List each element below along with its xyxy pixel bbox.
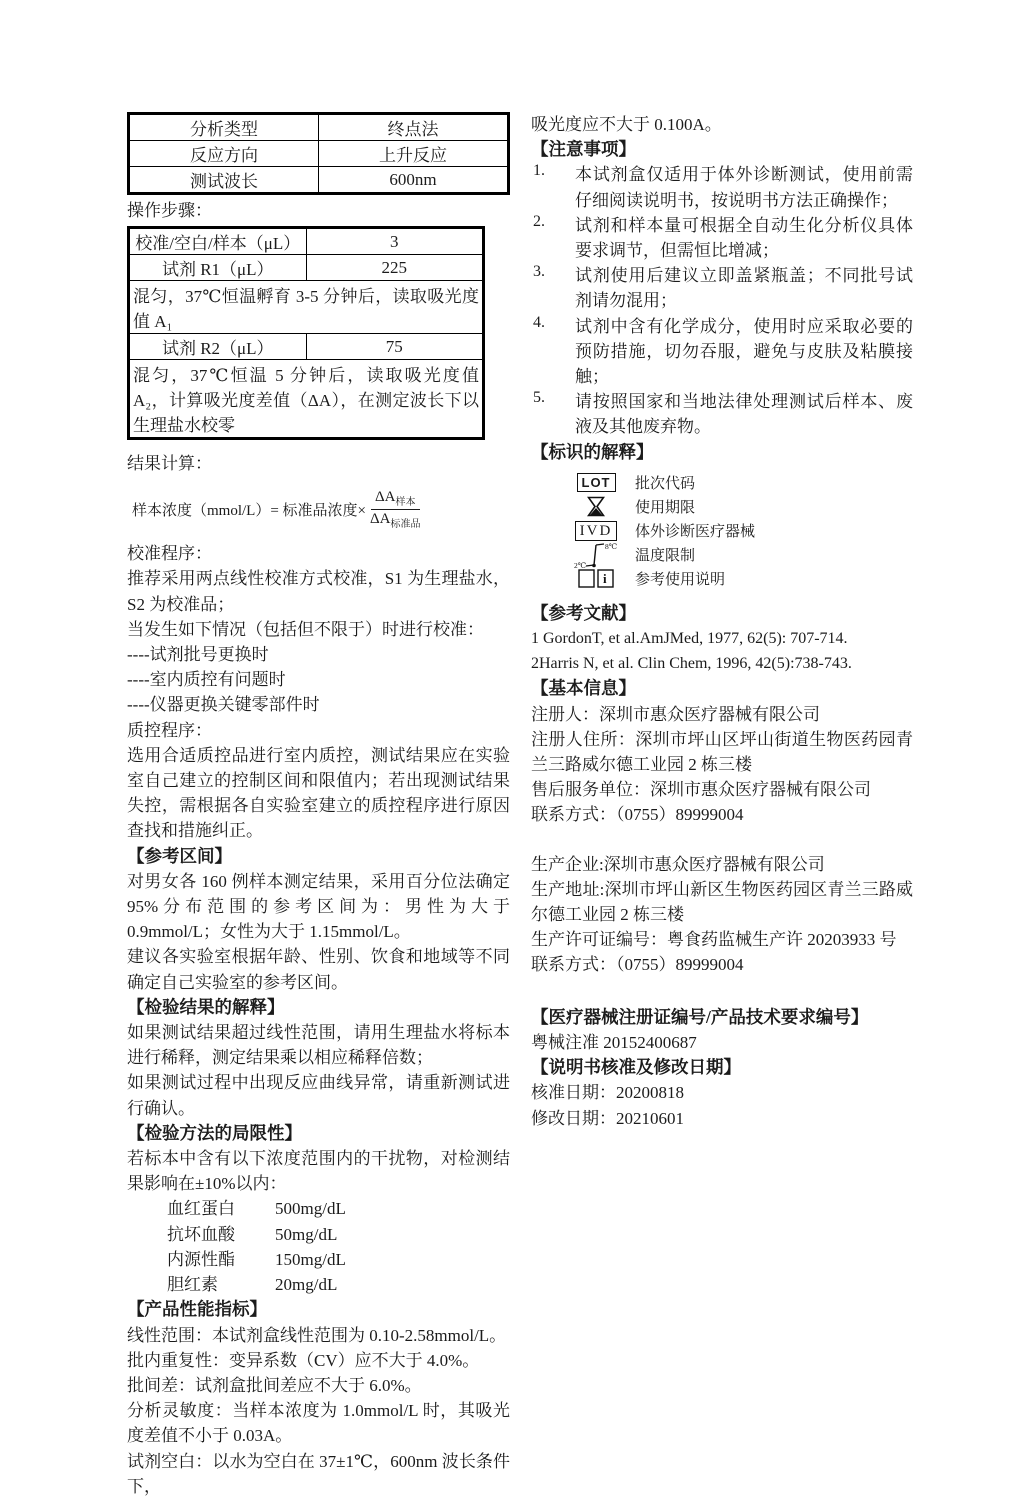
paragraph: 当发生如下情况（包括但不限于）时进行校准： — [127, 619, 484, 639]
revision-date: 修改日期：20210601 — [531, 1108, 684, 1128]
table-row — [129, 334, 484, 360]
list-text: 试剂中含有化学成分，使用时应采取必要的预防措施，切勿吞服，避免与皮肤及粘膜接触； — [575, 316, 913, 387]
section-heading-symbols: 【标识的解释】 — [531, 441, 654, 462]
paragraph: 选用合适质控品进行室内质控，测试结果应在实验室自己建立的控制区间和限值内；若出现测试结果失控，需根据各自实验室建立的质控程序进行原因查找和措施纠正。 — [127, 745, 510, 841]
right-column — [531, 112, 913, 1131]
table-row — [129, 141, 509, 167]
qc-title: 质控程序： — [127, 720, 212, 740]
calibration-title: 校准程序： — [127, 544, 212, 564]
paragraph: 分析灵敏度：当样本浓度为 1.0mmol/L 时，其吸光度差值不小于 0.03A。 — [127, 1401, 510, 1446]
temp-high-label: 8℃ — [605, 541, 618, 551]
temperature-limit-icon — [557, 541, 635, 569]
interferent-row — [127, 1222, 510, 1247]
paragraph: 建议各实验室根据年龄、性别、饮食和地域等不同确定自己实验室的参考区间。 — [127, 947, 510, 992]
list-number: 5. — [533, 389, 545, 407]
proc-value: 3 — [306, 228, 484, 255]
proc-step-note: 混匀，37℃恒温孵育 3-5 分钟后，读取吸光度值 A₁ — [129, 281, 484, 334]
interferent-value: 500mg/dL — [275, 1199, 346, 1219]
symbol-row — [531, 543, 913, 567]
list-item — [531, 389, 913, 439]
section-heading-references: 【参考文献】 — [531, 602, 636, 623]
paragraph: 如果测试结果超过线性范围，请用生理盐水将标本进行稀释，测定结果乘以相应稀释倍数； — [127, 1023, 510, 1068]
proc-value: 225 — [306, 255, 484, 281]
proc-step-note: 混匀，37℃恒温 5 分钟后，读取吸光度值 A₂，计算吸光度差值（ΔA），在测定波长下以生理盐水校零 — [129, 360, 484, 439]
list-number: 1. — [533, 162, 545, 180]
section-heading-limitations: 【检验方法的局限性】 — [127, 1122, 302, 1143]
paragraph: 线性范围：本试剂盒线性范围为 0.10-2.58mmol/L。 — [127, 1325, 507, 1345]
formula-numerator: $\Delta A_{样本}$ — [371, 489, 419, 510]
formula-denominator: $\Delta A_{标准品}$ — [370, 510, 421, 530]
contact-line: 联系方式：（0755）89999004 — [531, 805, 744, 825]
left-column — [127, 112, 510, 1499]
formula-numerator-sub: 样本 — [395, 496, 416, 508]
spec-value: 上升反应 — [319, 141, 509, 167]
section-heading-precautions: 【注意事项】 — [531, 139, 636, 160]
section-heading-performance: 【产品性能指标】 — [127, 1299, 267, 1320]
formula-denominator-sub: 标准品 — [390, 518, 421, 530]
table-row — [129, 167, 509, 194]
paragraph: 如果测试过程中出现反应曲线异常，请重新测试进行确认。 — [127, 1073, 510, 1118]
list-item — [531, 213, 913, 263]
license-number-line: 生产许可证编号：粤食药监械生产许 20203933 号 — [531, 930, 897, 950]
after-sales-line: 售后服务单位：深圳市惠众医疗器械有限公司 — [531, 780, 871, 800]
interferent-row — [127, 1247, 510, 1272]
paragraph: 若标本中含有以下浓度范围内的干扰物，对检测结果影响在±10%以内： — [127, 1149, 510, 1194]
symbol-row — [531, 519, 913, 543]
list-item — [531, 314, 913, 390]
interferent-name: 胆红素 — [167, 1275, 218, 1295]
manufacturer-address-line: 生产地址:深圳市坪山新区生物医药园区青兰三路威尔德工业园 2 栋三楼 — [531, 879, 913, 925]
interferent-name: 内源性酯 — [167, 1249, 235, 1269]
list-number: 3. — [533, 263, 545, 281]
interferent-row — [127, 1272, 510, 1297]
table-row — [129, 281, 484, 334]
registration-section — [531, 1005, 913, 1131]
list-number: 4. — [533, 313, 545, 331]
spec-value: 600nm — [319, 167, 509, 194]
analysis-spec-table — [127, 112, 510, 195]
interferent-name: 血红蛋白 — [167, 1199, 235, 1219]
manufacturer-line: 生产企业:深圳市惠众医疗器械有限公司 — [531, 854, 825, 874]
symbol-label: 参考使用说明 — [635, 572, 726, 589]
interferent-value: 150mg/dL — [275, 1249, 346, 1269]
list-item: ----试剂批号更换时 — [127, 645, 269, 665]
references-section — [531, 601, 913, 677]
symbol-row — [531, 567, 913, 591]
spec-label: 测试波长 — [129, 167, 319, 194]
registrant-address-line: 注册人住所：深圳市坪山区坪山街道生物医药园青兰三路威尔德工业园 2 栋三楼 — [531, 729, 913, 775]
paragraph: 批间差：试剂盒批间差应不大于 6.0%。 — [127, 1375, 422, 1395]
contact-line: 联系方式：（0755）89999004 — [531, 955, 744, 975]
manufacturer-section — [531, 852, 913, 978]
interferent-row — [127, 1196, 510, 1221]
proc-label: 试剂 R1（μL） — [129, 255, 307, 281]
section-heading-dates: 【说明书核准及修改日期】 — [531, 1057, 741, 1078]
list-item — [531, 263, 913, 313]
list-item — [531, 162, 913, 212]
symbols-legend — [531, 471, 913, 591]
list-text: 请按照国家和当地法律处理测试后样本、废液及其他废弃物。 — [575, 392, 913, 437]
spec-label: 分析类型 — [129, 114, 319, 141]
formula-lhs: 样本浓度（mmol/L）= 标准品浓度× — [132, 502, 367, 519]
reference-entry: 1 GordonT, et al.AmJMed, 1977, 62(5): 707-714. — [531, 630, 848, 648]
interferent-value: 20mg/dL — [275, 1275, 338, 1295]
ivd-icon: IVD — [557, 521, 635, 541]
spec-label: 反应方向 — [129, 141, 319, 167]
steps-label: 操作步骤： — [127, 201, 212, 220]
proc-value: 75 — [306, 334, 484, 360]
interferent-name: 抗坏血酸 — [167, 1224, 235, 1244]
list-text: 试剂和样本量可根据全自动生化分析仪具体要求调节，但需恒比增减； — [575, 215, 913, 261]
procedure-table — [127, 226, 485, 440]
reference-entry: 2Harris N, et al. Clin Chem, 1996, 42(5):738-743. — [531, 655, 852, 673]
section-heading-result-interpretation: 【检验结果的解释】 — [127, 996, 285, 1017]
table-row — [129, 360, 484, 439]
paragraph: 试剂空白：以水为空白在 37±1℃，600nm 波长条件下， — [127, 1451, 510, 1496]
table-row — [129, 228, 484, 255]
result-calc-label: 结果计算： — [127, 454, 212, 473]
list-item: ----室内质控有问题时 — [127, 670, 286, 690]
table-row — [129, 255, 484, 281]
symbol-label: 批次代码 — [635, 476, 696, 493]
paragraph: 推荐采用两点线性校准方式校准，S1 为生理盐水，S2 为校准品； — [127, 569, 510, 614]
list-text: 本试剂盒仅适用于体外诊断测试，使用前需仔细阅读说明书，按说明书方法正确操作； — [575, 165, 913, 210]
section-heading-registration: 【医疗器械注册证编号/产品技术要求编号】 — [531, 1006, 869, 1027]
concentration-formula — [132, 485, 510, 533]
proc-label: 校准/空白/样本（μL） — [129, 228, 307, 255]
approval-date: 核准日期：20200818 — [531, 1083, 684, 1103]
symbol-label: 体外诊断医疗器械 — [635, 524, 756, 541]
continued-sentence: 吸光度应不大于 0.100A。 — [531, 115, 722, 134]
registrant-line: 注册人：深圳市惠众医疗器械有限公司 — [531, 704, 820, 724]
svg-text:i: i — [603, 571, 607, 587]
temp-low-label: 2℃ — [574, 560, 587, 569]
symbol-row — [531, 471, 913, 495]
section-heading-basic-info: 【基本信息】 — [531, 678, 636, 699]
list-number: 2. — [533, 212, 545, 230]
proc-label: 试剂 R2（μL） — [129, 334, 307, 360]
consult-instructions-icon — [557, 568, 635, 589]
symbol-label: 使用期限 — [635, 500, 696, 517]
list-text: 试剂使用后建议立即盖紧瓶盖；不同批号试剂请勿混用； — [575, 266, 913, 311]
hourglass-icon — [557, 496, 635, 517]
formula-fraction — [370, 489, 420, 530]
interferent-value: 50mg/dL — [275, 1224, 338, 1244]
symbol-label: 温度限制 — [635, 548, 696, 565]
registration-number: 粤械注准 20152400687 — [531, 1032, 697, 1052]
table-row — [129, 114, 509, 141]
paragraph: 对男女各 160 例样本测定结果，采用百分位法确定95%分布范围的参考区间为：男性为大于 0.9mmol/L；女性为大于 1.15mmol/L。 — [127, 871, 510, 942]
list-item: ----仪器更换关键零部件时 — [127, 695, 320, 715]
paragraph: 批内重复性：变异系数（CV）应不大于 4.0%。 — [127, 1350, 480, 1370]
symbol-row — [531, 495, 913, 519]
lot-icon: LOT — [557, 473, 635, 492]
spec-value: 终点法 — [319, 114, 509, 141]
section-heading-reference-interval: 【参考区间】 — [127, 845, 232, 866]
